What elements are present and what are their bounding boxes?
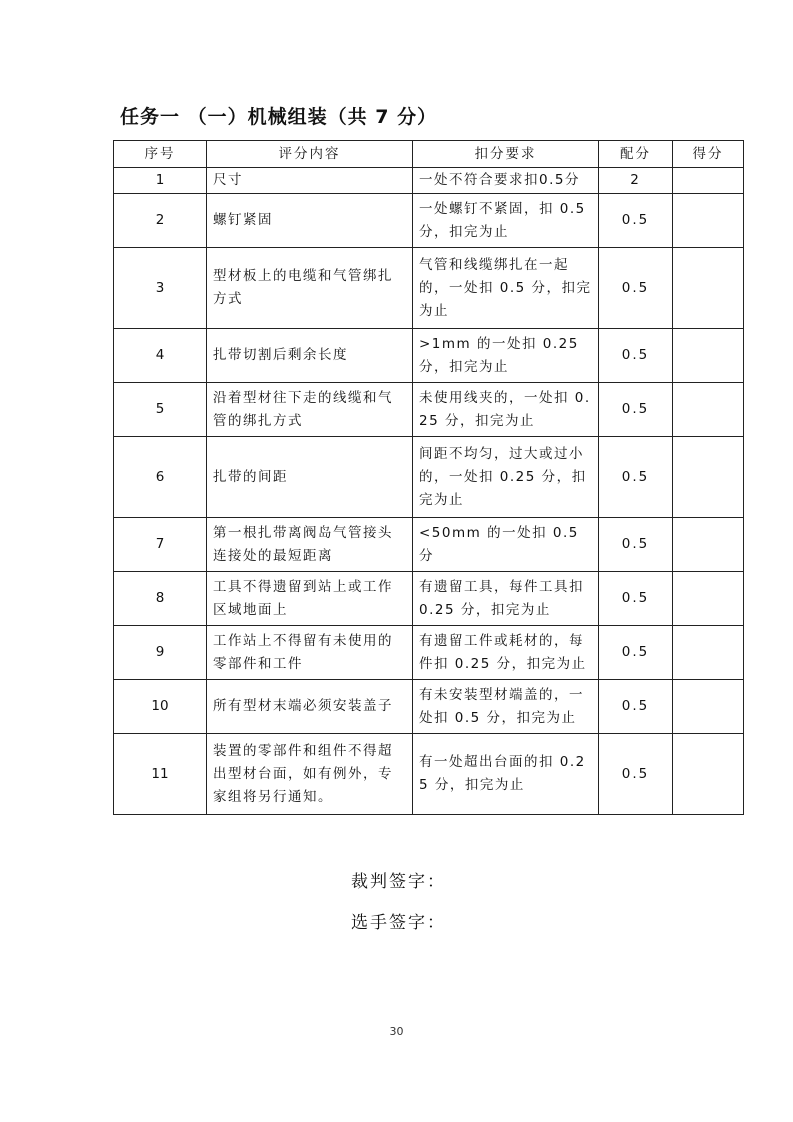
- score-cell: [673, 626, 744, 680]
- table-row: [114, 329, 744, 383]
- table-row: [114, 248, 744, 329]
- score-cell: [673, 572, 744, 626]
- points-allocated: 0.5: [599, 734, 673, 815]
- evaluation-content: 工作站上不得留有未使用的零部件和工件: [207, 626, 413, 680]
- contestant-signature-label: 选手签字：: [351, 913, 446, 933]
- table-row: [114, 168, 744, 194]
- deduction-rule: 有遗留工件或耗材的，每件扣 0.25 分，扣完为止: [413, 626, 599, 680]
- table-header-row: [114, 141, 744, 168]
- page-title: 任务一 （一）机械组装（共 7 分）: [120, 106, 438, 128]
- score-cell: [673, 168, 744, 194]
- row-number: 4: [114, 329, 207, 383]
- table-row: [114, 383, 744, 437]
- row-number: 6: [114, 437, 207, 518]
- table-row: [114, 572, 744, 626]
- deduction-rule: 一处不符合要求扣0.5分: [413, 168, 599, 194]
- points-allocated: 0.5: [599, 329, 673, 383]
- row-number: 1: [114, 168, 207, 194]
- points-allocated: 0.5: [599, 518, 673, 572]
- row-number: 7: [114, 518, 207, 572]
- points-allocated: 0.5: [599, 572, 673, 626]
- page-number: 30: [389, 1025, 404, 1038]
- row-number: 2: [114, 194, 207, 248]
- deduction-rule: 间距不均匀，过大或过小的，一处扣 0.25 分，扣完为止: [413, 437, 599, 518]
- evaluation-content: 扎带切割后剩余长度: [207, 329, 413, 383]
- evaluation-content: 装置的零部件和组件不得超出型材台面，如有例外，专家组将另行通知。: [207, 734, 413, 815]
- header-content: 评分内容: [207, 141, 413, 168]
- row-number: 9: [114, 626, 207, 680]
- deduction-rule: 有未安装型材端盖的，一处扣 0.5 分，扣完为止: [413, 680, 599, 734]
- table-row: [114, 518, 744, 572]
- row-number: 5: [114, 383, 207, 437]
- table-row: [114, 194, 744, 248]
- referee-signature-label: 裁判签字：: [351, 872, 446, 892]
- evaluation-content: 扎带的间距: [207, 437, 413, 518]
- score-cell: [673, 437, 744, 518]
- points-allocated: 0.5: [599, 626, 673, 680]
- deduction-rule: 有一处超出台面的扣 0.25 分，扣完为止: [413, 734, 599, 815]
- score-cell: [673, 734, 744, 815]
- table-row: [114, 734, 744, 815]
- row-number: 11: [114, 734, 207, 815]
- table-row: [114, 626, 744, 680]
- deduction-rule: >1mm 的一处扣 0.25 分，扣完为止: [413, 329, 599, 383]
- row-number: 3: [114, 248, 207, 329]
- table-row: [114, 437, 744, 518]
- evaluation-content: 尺寸: [207, 168, 413, 194]
- points-allocated: 0.5: [599, 383, 673, 437]
- evaluation-content: 螺钉紧固: [207, 194, 413, 248]
- evaluation-content: 所有型材末端必须安装盖子: [207, 680, 413, 734]
- score-cell: [673, 248, 744, 329]
- score-cell: [673, 518, 744, 572]
- deduction-rule: 有遗留工具，每件工具扣 0.25 分，扣完为止: [413, 572, 599, 626]
- row-number: 8: [114, 572, 207, 626]
- deduction-rule: 气管和线缆绑扎在一起的，一处扣 0.5 分，扣完为止: [413, 248, 599, 329]
- evaluation-content: 型材板上的电缆和气管绑扎方式: [207, 248, 413, 329]
- score-cell: [673, 383, 744, 437]
- points-allocated: 0.5: [599, 437, 673, 518]
- points-allocated: 0.5: [599, 248, 673, 329]
- scoring-table: [113, 140, 744, 815]
- points-allocated: 0.5: [599, 194, 673, 248]
- points-allocated: 2: [599, 168, 673, 194]
- points-allocated: 0.5: [599, 680, 673, 734]
- table-row: [114, 680, 744, 734]
- deduction-rule: 一处螺钉不紧固，扣 0.5 分，扣完为止: [413, 194, 599, 248]
- header-points: 配分: [599, 141, 673, 168]
- evaluation-content: 第一根扎带离阀岛气管接头连接处的最短距离: [207, 518, 413, 572]
- evaluation-content: 工具不得遗留到站上或工作区域地面上: [207, 572, 413, 626]
- score-cell: [673, 329, 744, 383]
- header-deduction: 扣分要求: [413, 141, 599, 168]
- header-no: 序号: [114, 141, 207, 168]
- score-cell: [673, 680, 744, 734]
- row-number: 10: [114, 680, 207, 734]
- deduction-rule: <50mm 的一处扣 0.5 分: [413, 518, 599, 572]
- score-cell: [673, 194, 744, 248]
- deduction-rule: 未使用线夹的，一处扣 0.25 分，扣完为止: [413, 383, 599, 437]
- header-score: 得分: [673, 141, 744, 168]
- evaluation-content: 沿着型材往下走的线缆和气管的绑扎方式: [207, 383, 413, 437]
